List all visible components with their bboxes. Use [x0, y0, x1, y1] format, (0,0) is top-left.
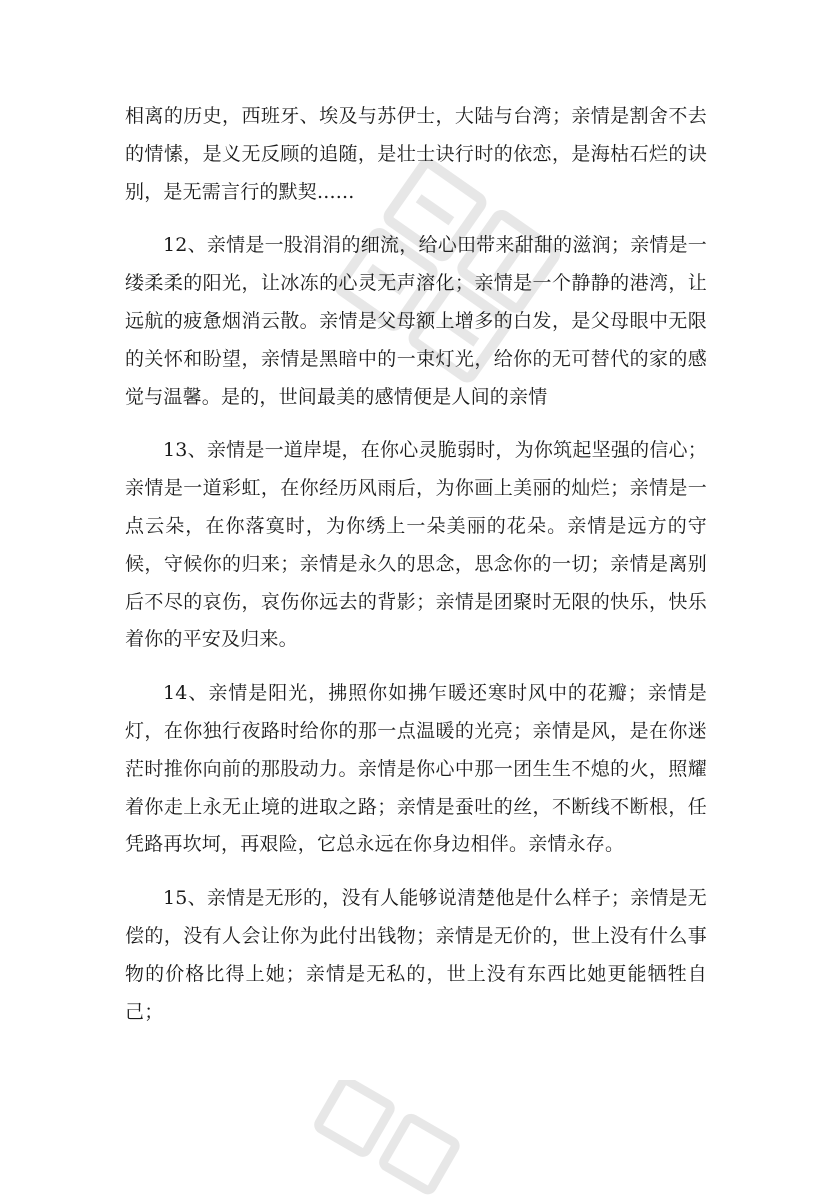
paragraph-15: 15、亲情是无形的，没有人能够说清楚他是什么样子；亲情是无偿的，没有人会让你为此付出钱物；亲情是无价的，世上没有什么事物的价格比得上她；亲情是无私的，世上没有东西比她更能牺牲自己；	[125, 887, 707, 1023]
paragraph-14: 14、亲情是阳光，拂照你如拂乍暖还寒时风中的花瓣；亲情是灯，在你独行夜路时给你的那一点温暖的光亮；亲情是风，是在你迷茫时推你向前的那股动力。亲情是你心中那一团生生不熄的火，照耀着你走上永无止境的进取之路；亲情是蚕吐的丝，不断线不断根，任凭路再坎坷，再艰险，它总永远在你身边相伴。亲情永存。	[125, 682, 707, 856]
paragraph-12: 12、亲情是一股涓涓的细流，给心田带来甜甜的滋润；亲情是一缕柔柔的阳光，让冰冻的心灵无声溶化；亲情是一个静静的港湾，让远航的疲惫烟消云散。亲情是父母额上增多的白发，是父母眼中无限的关怀和盼望，亲情是黑暗中的一束灯光，给你的无可替代的家的感觉与温馨。是的，世间最美的感情便是人间的亲情	[125, 234, 707, 408]
document-body	[125, 98, 707, 1047]
paragraph-continued: 相离的历史，西班牙、埃及与苏伊士，大陆与台湾；亲情是割舍不去的情愫，是义无反顾的追随，是壮士诀行时的依恋，是海枯石烂的诀别，是无需言行的默契......	[125, 105, 707, 203]
paragraph-13: 13、亲情是一道岸堤，在你心灵脆弱时，为你筑起坚强的信心；亲情是一道彩虹，在你经历风雨后，为你画上美丽的灿烂；亲情是一点云朵，在你落寞时，为你绣上一朵美丽的花朵。亲情是远方的守候，守候你的归来；亲情是永久的思念，思念你的一切；亲情是离别后不尽的哀伤，哀伤你远去的背影；亲情是团聚时无限的快乐，快乐着你的平安及归来。	[125, 439, 707, 651]
watermark-logo-bottom-icon	[300, 1080, 480, 1200]
